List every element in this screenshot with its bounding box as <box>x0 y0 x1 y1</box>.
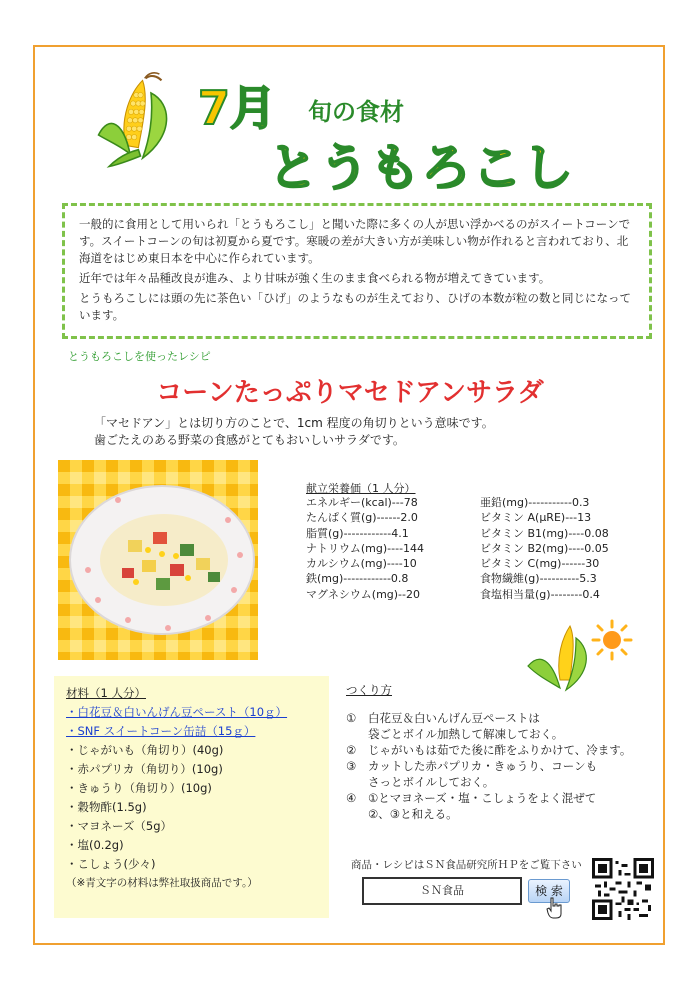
step-text: カットした赤パプリカ・きゅうり、コーンも さっとボイルしておく。 <box>368 759 598 789</box>
nutrition-row: カルシウム(mg)----10 <box>306 557 417 571</box>
steps-list <box>346 710 646 822</box>
nutrition-row: 食塩相当量(g)--------0.4 <box>480 587 600 601</box>
website-promo: 商品・レシピはＳＮ食品研究所ＨＰをご覧下さい <box>351 859 582 871</box>
search-button[interactable]: 検 索 <box>528 879 570 903</box>
nutrition-row: 亜鉛(mg)-----------0.3 <box>480 496 590 509</box>
ingredient-item: ・赤パプリカ（角切り）(10g) <box>66 762 223 776</box>
intro-paragraph: とうもろこしには頭の先に茶色い「ひげ」のようなものが生えており、ひげの本数が粒の数と同じになっています。 <box>79 291 631 322</box>
ingredient-item: ・こしょう(少々) <box>66 857 156 871</box>
nutrition-row: 脂質(g)------------4.1 <box>306 526 409 540</box>
corn-illustration <box>88 72 193 177</box>
intro-box <box>62 203 652 339</box>
step-text: ①とマヨネーズ・塩・こしょうをよく混ぜて ②、③と和える。 <box>368 791 597 821</box>
nutrition-title: 献立栄養価（1 人分） <box>306 482 416 495</box>
nutrition-row: ビタミン B1(mg)----0.08 <box>480 526 609 540</box>
search-field[interactable]: ＳＮ食品 <box>362 877 522 905</box>
salad-photo <box>58 460 258 660</box>
step-number: ② <box>346 743 357 757</box>
recipe-section-label: とうもろこしを使ったレシピ <box>68 350 211 363</box>
ingredients-box <box>54 676 329 918</box>
nutrition-row: 鉄(mg)------------0.8 <box>306 572 409 586</box>
intro-paragraph: 近年では年々品種改良が進み、より甘味が強く生のまま食べられる物が増えてきています。 <box>79 271 551 285</box>
ingredients-note: （※青文字の材料は弊社取扱商品です。） <box>66 877 258 889</box>
recipe-description-line: 「マセドアン」とは切り方のことで、1cm 程度の角切りという意味です。 <box>94 416 494 430</box>
nutrition-row: ナトリウム(mg)----144 <box>306 541 425 555</box>
nutrition-row: エネルギー(kcal)---78 <box>306 496 418 509</box>
step-item <box>346 710 646 742</box>
ingredient-item: ・穀物酢(1.5g) <box>66 800 147 814</box>
nutrition-row: たんぱく質(g)------2.0 <box>306 511 418 525</box>
step-item <box>346 758 646 790</box>
step-text: 白花豆＆白いんげん豆ペーストは 袋ごとボイル加熱して解凍しておく。 <box>368 711 564 741</box>
recipe-description <box>94 415 494 449</box>
step-number: ③ <box>346 759 357 773</box>
steps-title: つくり方 <box>346 683 392 697</box>
step-item <box>346 742 646 758</box>
seasonal-food-label: 旬の食材 <box>308 98 404 126</box>
ingredient-product-link[interactable]: ・白花豆＆白いんげん豆ペースト（10ｇ） <box>66 705 288 719</box>
nutrition-row: 食物繊維(g)----------5.3 <box>480 572 597 586</box>
ingredient-product-link[interactable]: ・SNF スイートコーン缶詰（15ｇ） <box>66 724 256 738</box>
step-item <box>346 790 646 822</box>
nutrition-list-right <box>480 495 609 602</box>
nutrition-row: ビタミン A(μRE)---13 <box>480 511 592 525</box>
ingredient-item: ・じゃがいも（角切り）(40g) <box>66 743 224 757</box>
nutrition-row: ビタミン B2(mg)----0.05 <box>480 541 609 555</box>
small-corn-icon <box>518 620 598 700</box>
recipe-description-line: 歯ごたえのある野菜の食感がとてもおいしいサラダです。 <box>94 433 405 447</box>
step-number: ① <box>346 711 357 725</box>
ingredient-item: ・きゅうり（角切り）(10g) <box>66 781 212 795</box>
step-text: じゃがいもは茹でた後に酢をふりかけて、冷ます。 <box>368 743 632 757</box>
sun-icon <box>590 618 634 662</box>
step-number: ④ <box>346 791 357 805</box>
ingredient-item: ・マヨネーズ（5g） <box>66 819 173 833</box>
hand-cursor-icon <box>545 896 565 920</box>
ingredient-item: ・塩(0.2g) <box>66 838 124 852</box>
page-title: とうもろこし <box>268 139 574 197</box>
recipe-title: コーンたっぷりマセドアンサラダ <box>156 378 544 408</box>
month-heading: 7月 <box>198 81 277 135</box>
nutrition-row: ビタミン C(mg)------30 <box>480 557 600 571</box>
intro-paragraph: 一般的に食用として用いられ「とうもろこし」と聞いた際に多くの人が思い浮かべるのがスイートコーンです。スイートコーンの旬は初夏から夏です。寒暖の差が大きい方が美味しい物が作れると言われており、北海道をはじめ東日本を中心に作られています。 <box>79 217 631 265</box>
nutrition-row: マグネシウム(mg)--20 <box>306 587 420 601</box>
ingredients-title: 材料（1 人分） <box>66 686 146 700</box>
nutrition-list-left <box>306 495 424 602</box>
qr-code[interactable] <box>592 858 654 920</box>
